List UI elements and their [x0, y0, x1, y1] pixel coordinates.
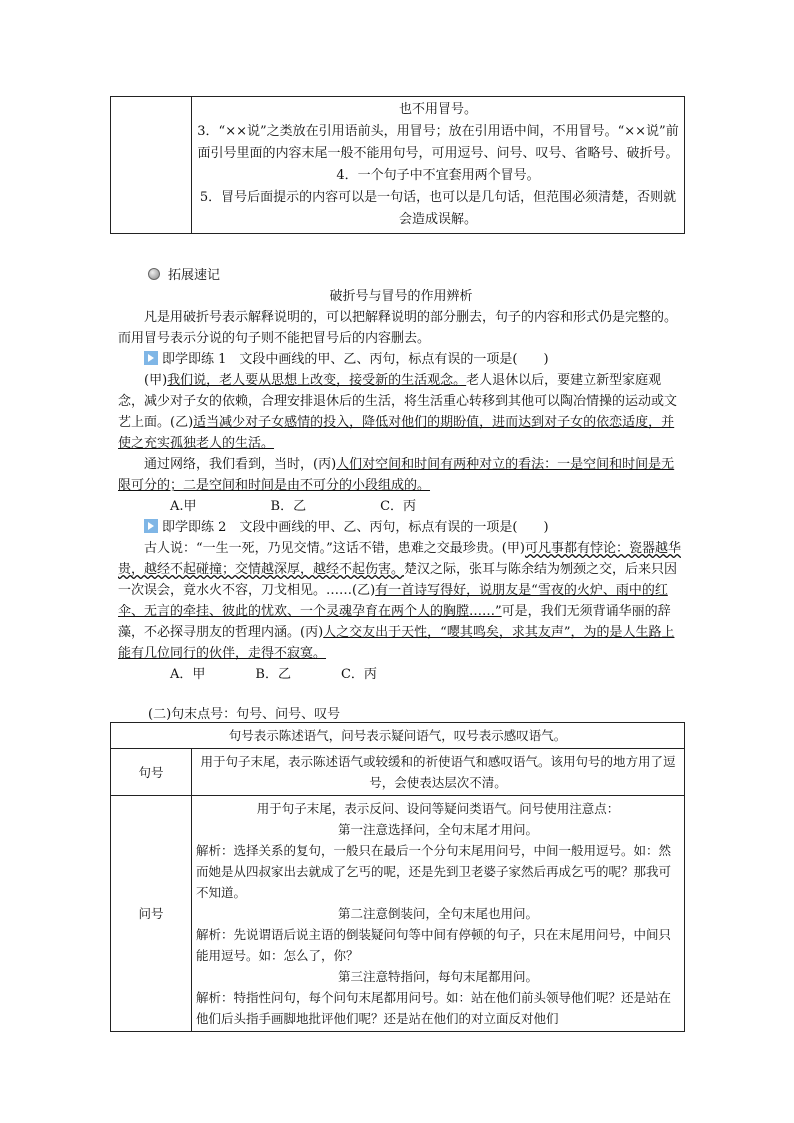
rule-line: 3．“××说”之类放在引用语前头，用冒号；放在引用语中间，不用冒号。“××说”前面引号里面的内容末尾一般不能用句号，可用逗号、问号、叹号、省略号、破折号。	[197, 124, 679, 161]
sentence-bing: 人们对空间和时间有两种对立的看法：一是空间和时间是无限可分的；二是空间和时间是由不可分的小段组成的。	[118, 457, 675, 493]
play-arrow-icon	[144, 351, 158, 365]
option-c[interactable]: C．丙	[380, 499, 417, 514]
expand-intro: 凡是用破折号表示解释说明的，可以把解释说明的部分删去，句子的内容和形式仍是完整的。而用冒号表示分说的句子则不能把冒号后的内容删去。	[118, 310, 678, 346]
sentence-jia: 我们说，老人要从思想上改变，接受新的生活观念。	[167, 373, 467, 388]
rule-line: 5．冒号后面提示的内容可以是一句话，也可以是几句话，但范围必须清楚，否则就会造成误解。	[199, 190, 677, 227]
expand-section	[118, 286, 684, 685]
bullet-circle-icon	[148, 268, 160, 280]
exercise-2-paragraph: 古人说：“一生一死，乃见交情。”这话不错，患难之交最珍贵。(甲)可凡事都有悖论：瓷器越华贵，越经不起碰撞；交情越深厚，越经不起伤害。楚汉之际，张耳与陈余结为刎颈之交，后来只因一次误会，竟水火不容，刀戈相见。……(乙)有一首诗写得好，说朋友是“雪夜的火炉、雨中的红伞、无言的牵挂、彼此的忧欢、一个灵魂孕育在两个人的胸膛……”可是，我们无须背诵华丽的辞藻，不必探寻朋友的哲理内涵。(丙)人之交友出于天性，“嘤其鸣矣，求其友声”，为的是人生路上能有几位同行的伙伴，走得不寂寞。	[118, 541, 681, 661]
section-2-title: (二)句末点号：句号、问号、叹号	[148, 707, 341, 722]
row-content-period: 用于句子末尾，表示陈述语气或较缓和的祈使语气和感叹语气。该用句号的地方用了逗号，会使表达层次不清。	[192, 749, 685, 796]
row-label-period: 句号	[111, 749, 192, 796]
expand-heading	[148, 264, 220, 283]
expand-title: 破折号与冒号的作用辨析	[329, 289, 473, 304]
table-cell-colon-rules	[192, 97, 685, 234]
table-cell-blank	[111, 97, 192, 234]
sentence-yi: 适当减少对子女感情的投入，降低对他们的期盼值，进而达到对子女的依恋适度，并使之充实孤独老人的生活。	[118, 415, 675, 451]
option-a[interactable]: A．甲	[170, 667, 206, 682]
option-b[interactable]: B．乙	[270, 499, 307, 514]
exercise-1-paragraph-2: 通过网络，我们看到，当时，(丙)人们对空间和时间有两种对立的看法：一是空间和时间是无限可分的；二是空间和时间是由不可分的小段组成的。	[118, 457, 675, 493]
option-b[interactable]: B．乙	[255, 667, 291, 682]
exercise-1-prompt: 即学即练 1 文段中画线的甲、乙、丙句，标点有误的一项是( )	[118, 349, 684, 370]
exercise-2-prompt: 即学即练 2 文段中画线的甲、乙、丙句，标点有误的一项是( )	[118, 517, 684, 538]
option-c[interactable]: C．丙	[340, 667, 377, 682]
rule-line: 也不用冒号。	[398, 102, 477, 117]
row-content-question: 用于句子末尾，表示反问、设问等疑问类语气。问号使用注意点： 第一注意选择问，全句末尾才用问。 解析：选择关系的复句，一般只在最后一个分句末尾用问号，中间一般用逗号。如：然而她是从四叔家出去就成了乞丐的呢，还是先到卫老婆子家然后再成乞丐的呢？那我可不知道。 第二注意倒装问，全句末尾也用问。 解析：先说谓语后说主语的倒装疑问句等中间有停顿的句子，只在末尾用问号，中间只能用逗号。如：怎么了，你？ 第三注意特指问，每句末尾都用问。 解析：特指性问句，每个问句末尾都用问号。如：站在他们前头领导他们呢？还是站在他们后头指手画脚地批评他们呢？还是站在他们的对立面反对他们	[192, 796, 685, 1032]
sentence-yi: 有一首诗写得好，说朋友是“雪夜的火炉、雨中的红伞、无言的牵挂、彼此的忧欢、一个灵魂孕育在两个人的胸膛……”	[118, 583, 668, 619]
sentence-bing: 人之交友出于天性，“嘤其鸣矣，求其友声”，为的是人生路上能有几位同行的伙伴，走得不寂寞。	[118, 625, 675, 661]
exercise-2-options	[118, 664, 684, 685]
row-label-question: 问号	[111, 796, 192, 1032]
exercise-1-paragraph-1: (甲)我们说，老人要从思想上改变，接受新的生活观念。老人退休以后，要建立新型家庭观念，减少对子女的依赖，合理安排退休后的生活，将生活重心转移到其他可以陶冶情操的运动或文艺上面。(乙)适当减少对子女感情的投入，降低对他们的期盼值，进而达到对子女的依恋适度，并使之充实孤独老人的生活。	[118, 373, 678, 451]
play-arrow-icon	[144, 519, 158, 533]
punctuation-table-end-marks	[110, 722, 685, 1032]
rule-line: 4．一个句子中不宜套用两个冒号。	[336, 168, 540, 183]
expand-heading-text: 拓展速记	[168, 268, 221, 283]
sentence-jia: 可凡事都有悖论：瓷器越华贵，越经不起碰撞；交情越深厚，越经不起伤害。	[118, 541, 681, 577]
table-header: 句号表示陈述语气，问号表示疑问语气，叹号表示感叹语气。	[111, 723, 685, 749]
punctuation-table-colon	[110, 96, 685, 234]
exercise-1-options	[118, 496, 684, 517]
option-a[interactable]: A.甲	[170, 499, 197, 514]
